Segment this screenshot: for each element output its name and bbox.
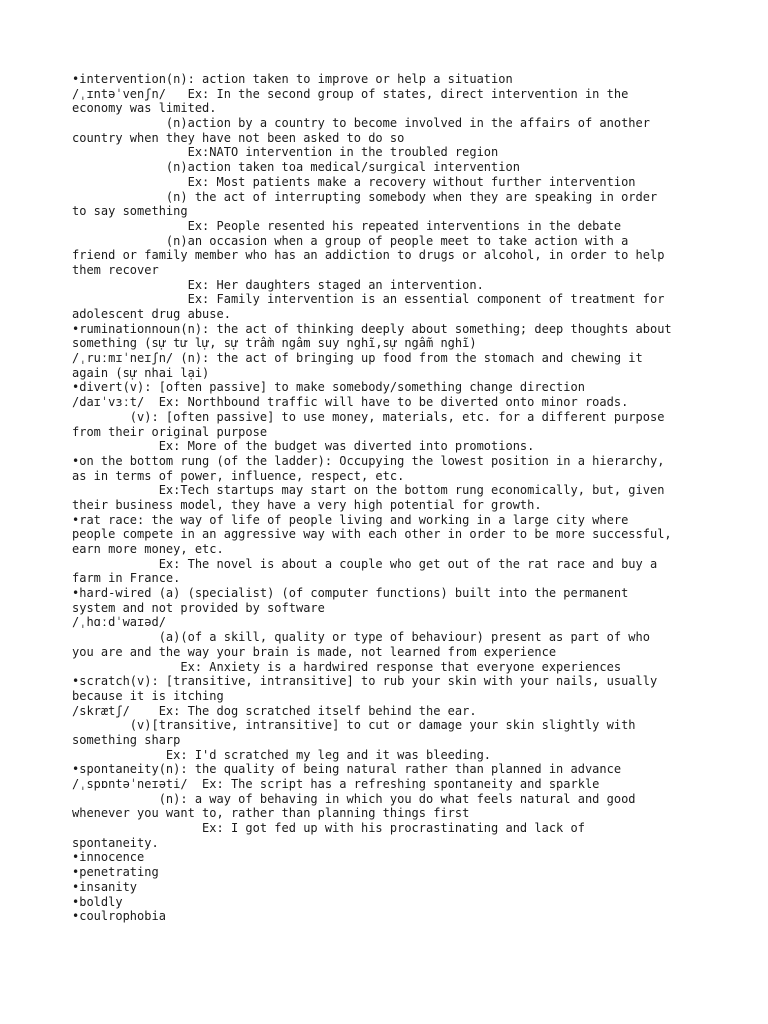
text-line: friend or family member who has an addiction to drugs or alcohol, in order to help xyxy=(72,248,665,263)
text-line: (n) the act of interrupting somebody when they are speaking in order xyxy=(72,189,658,204)
text-line: Ex: I'd scratched my leg and it was bleeding. xyxy=(72,747,492,762)
text-line: Ex: Her daughters staged an intervention. xyxy=(72,277,484,292)
text-line: as in terms of power, influence, respect, etc. xyxy=(72,468,405,483)
text-line: (n)action taken toa medical/surgical intervention xyxy=(72,160,520,175)
text-line: •scratch(v): [transitive, intransitive] to rub your skin with your nails, usually xyxy=(72,674,658,689)
text-line: •innocence xyxy=(72,850,145,865)
text-line: Ex:Tech startups may start on the bottom rung economically, but, given xyxy=(72,483,665,498)
text-line: because it is itching xyxy=(72,688,224,703)
text-line: •intervention(n): action taken to improve or help a situation xyxy=(72,72,513,86)
text-line: (v): [often passive] to use money, materials, etc. for a different purpose xyxy=(72,409,665,424)
text-line: •penetrating xyxy=(72,865,159,880)
text-line: (n)action by a country to become involved in the affairs of another xyxy=(72,116,650,131)
text-line: •insanity xyxy=(72,879,138,894)
text-line: from their original purpose xyxy=(72,424,268,439)
text-line: •hard-wired (a) (specialist) (of computer functions) built into the permanent xyxy=(72,586,629,601)
document-page xyxy=(72,72,696,924)
text-line: /ˌhɑːdˈwaɪəd/ xyxy=(72,615,166,630)
text-line: /ˌɪntəˈvenʃn/ Ex: In the second group of states, direct intervention in the xyxy=(72,86,629,101)
text-line: •boldly xyxy=(72,894,123,909)
text-line: Ex: Family intervention is an essential component of treatment for xyxy=(72,292,665,307)
text-line: again (sự nhai lại) xyxy=(72,365,210,380)
text-line: /ˌruːmɪˈneɪʃn/ (n): the act of bringing up food from the stomach and chewing it xyxy=(72,351,643,366)
text-line: something (sự tư lự, sự trầm ngâm suy nghĩ,sự ngẫm nghĩ) xyxy=(72,336,477,351)
text-line: to say something xyxy=(72,204,188,219)
text-line: •ruminationnoun(n): the act of thinking deeply about something; deep thoughts about xyxy=(72,321,672,336)
text-line: Ex: Anxiety is a hardwired response that everyone experiences xyxy=(72,659,622,674)
text-line: /skrætʃ/ Ex: The dog scratched itself behind the ear. xyxy=(72,703,477,718)
text-line: economy was limited. xyxy=(72,101,217,116)
text-line: spontaneity. xyxy=(72,835,159,850)
text-line: (n): a way of behaving in which you do what feels natural and good xyxy=(72,791,636,806)
text-line: people compete in an aggressive way with each other in order to be more successful, xyxy=(72,527,672,542)
text-line: (v)[transitive, intransitive] to cut or damage your skin slightly with xyxy=(72,718,636,733)
text-line: •divert(v): [often passive] to make somebody/something change direction xyxy=(72,380,585,395)
text-line: (n)an occasion when a group of people meet to take action with a xyxy=(72,233,629,248)
text-line: •spontaneity(n): the quality of being natural rather than planned in advance xyxy=(72,762,622,777)
text-line: /ˌspɒntəˈneɪəti/ Ex: The script has a refreshing spontaneity and sparkle xyxy=(72,777,600,791)
text-line: Ex: The novel is about a couple who get out of the rat race and buy a xyxy=(72,556,658,571)
text-line: whenever you want to, rather than planning things first xyxy=(72,806,470,821)
text-line: farm in France. xyxy=(72,571,181,586)
text-line: country when they have not been asked to do so xyxy=(72,130,405,145)
text-line: •on the bottom rung (of the ladder): Occupying the lowest position in a hierarchy, xyxy=(72,453,665,468)
text-line: system and not provided by software xyxy=(72,600,325,615)
text-line: adolescent drug abuse. xyxy=(72,307,231,321)
text-line: •rat race: the way of life of people living and working in a large city where xyxy=(72,512,629,527)
text-line: Ex: I got fed up with his procrastinating and lack of xyxy=(72,821,585,836)
text-line: Ex: Most patients make a recovery without further intervention xyxy=(72,174,636,189)
text-line: Ex: More of the budget was diverted into promotions. xyxy=(72,439,535,454)
text-line: their business model, they have a very high potential for growth. xyxy=(72,497,542,512)
text-line: Ex:NATO intervention in the troubled region xyxy=(72,145,499,160)
text-line: (a)(of a skill, quality or type of behaviour) present as part of who xyxy=(72,630,650,645)
text-line: •coulrophobia xyxy=(72,909,166,924)
text-line: you are and the way your brain is made, not learned from experience xyxy=(72,644,557,659)
text-line: /daɪˈvɜːt/ Ex: Northbound traffic will have to be diverted onto minor roads. xyxy=(72,395,629,410)
text-line: earn more money, etc. xyxy=(72,542,224,556)
text-line: them recover xyxy=(72,262,159,277)
text-line: something sharp xyxy=(72,732,181,747)
text-line: Ex: People resented his repeated interventions in the debate xyxy=(72,218,622,233)
